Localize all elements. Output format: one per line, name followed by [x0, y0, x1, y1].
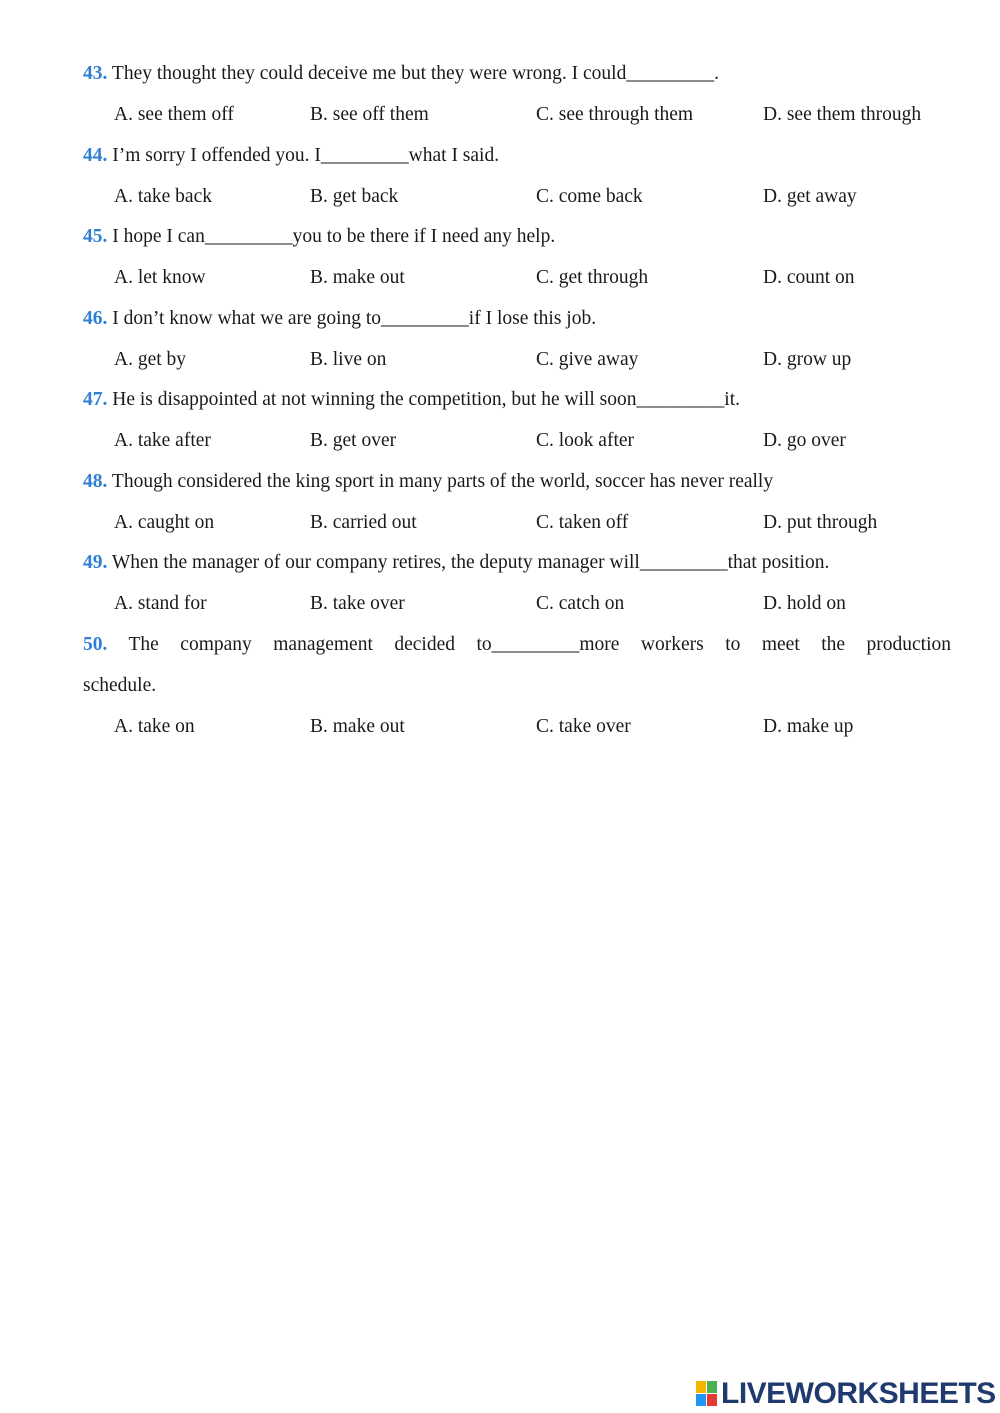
option-d[interactable]: D. hold on — [763, 593, 846, 614]
question-number: 47. — [83, 389, 108, 410]
option-d[interactable]: D. count on — [763, 267, 855, 288]
question-46 — [83, 298, 951, 380]
question-48 — [83, 461, 951, 543]
option-a[interactable]: A. take after — [114, 430, 211, 451]
option-d[interactable]: D. see them through — [763, 104, 922, 125]
option-b[interactable]: B. get back — [310, 186, 399, 207]
question-stem — [83, 298, 951, 339]
option-a[interactable]: A. let know — [114, 267, 206, 288]
option-d[interactable]: D. put through — [763, 512, 878, 533]
liveworksheets-logo[interactable] — [696, 1378, 996, 1410]
question-stem — [83, 624, 951, 665]
option-a[interactable]: A. get by — [114, 349, 187, 370]
question-stem — [83, 216, 951, 257]
liveworksheets-logo-icon — [696, 1381, 718, 1407]
question-text: I’m sorry I offended you. I_________what I said. — [112, 145, 500, 166]
question-text: When the manager of our company retires, the deputy manager will_________that position. — [111, 552, 830, 573]
question-44 — [83, 135, 951, 217]
option-d[interactable]: D. make up — [763, 716, 854, 737]
answer-options — [83, 176, 951, 217]
option-d[interactable]: D. get away — [763, 186, 857, 207]
option-a[interactable]: A. caught on — [114, 512, 215, 533]
option-c[interactable]: C. look after — [536, 430, 635, 451]
question-stem — [83, 135, 951, 176]
question-text: They thought they could deceive me but they were wrong. I could_________. — [111, 63, 719, 84]
question-43 — [83, 53, 951, 135]
option-d[interactable]: D. grow up — [763, 349, 852, 370]
question-number: 45. — [83, 226, 108, 247]
answer-options — [83, 502, 951, 543]
question-stem — [83, 53, 951, 94]
option-b[interactable]: B. get over — [310, 430, 397, 451]
question-text: I don’t know what we are going to_________if I lose this job. — [112, 308, 597, 329]
question-45 — [83, 216, 951, 298]
question-text-continued: schedule. — [83, 675, 157, 696]
option-c[interactable]: C. catch on — [536, 593, 625, 614]
question-number: 49. — [83, 552, 108, 573]
answer-options — [83, 257, 951, 298]
option-c[interactable]: C. give away — [536, 349, 639, 370]
option-a[interactable]: A. take back — [114, 186, 212, 207]
option-b[interactable]: B. live on — [310, 349, 387, 370]
answer-options — [83, 706, 951, 747]
option-c[interactable]: C. get through — [536, 267, 649, 288]
option-c[interactable]: C. see through them — [536, 104, 694, 125]
option-b[interactable]: B. see off them — [310, 104, 429, 125]
option-c[interactable]: C. taken off — [536, 512, 629, 533]
question-49 — [83, 542, 951, 624]
option-c[interactable]: C. come back — [536, 186, 643, 207]
option-b[interactable]: B. carried out — [310, 512, 417, 533]
answer-options — [83, 583, 951, 624]
question-number: 46. — [83, 308, 108, 329]
question-text: Though considered the king sport in many parts of the world, soccer has never really — [111, 471, 774, 492]
answer-options — [83, 339, 951, 380]
option-a[interactable]: A. stand for — [114, 593, 207, 614]
question-stem — [83, 461, 951, 502]
question-47 — [83, 379, 951, 461]
option-a[interactable]: A. see them off — [114, 104, 234, 125]
option-a[interactable]: A. take on — [114, 716, 195, 737]
question-number: 48. — [83, 471, 108, 492]
question-text: The company management decided to_________more workers to meet the production — [128, 634, 951, 655]
answer-options — [83, 94, 951, 135]
option-b[interactable]: B. take over — [310, 593, 405, 614]
question-number: 43. — [83, 63, 108, 84]
question-stem-continued — [83, 665, 951, 706]
option-c[interactable]: C. take over — [536, 716, 631, 737]
option-b[interactable]: B. make out — [310, 716, 405, 737]
question-number: 50. — [83, 634, 108, 655]
option-d[interactable]: D. go over — [763, 430, 846, 451]
answer-options — [83, 420, 951, 461]
question-stem — [83, 542, 951, 583]
question-text: He is disappointed at not winning the competition, but he will soon_________it. — [112, 389, 740, 410]
question-number: 44. — [83, 145, 108, 166]
question-50 — [83, 624, 951, 747]
question-stem — [83, 379, 951, 420]
question-text: I hope I can_________you to be there if I need any help. — [112, 226, 556, 247]
logo-text: LIVEWORKSHEETS — [721, 1377, 996, 1410]
option-b[interactable]: B. make out — [310, 267, 405, 288]
